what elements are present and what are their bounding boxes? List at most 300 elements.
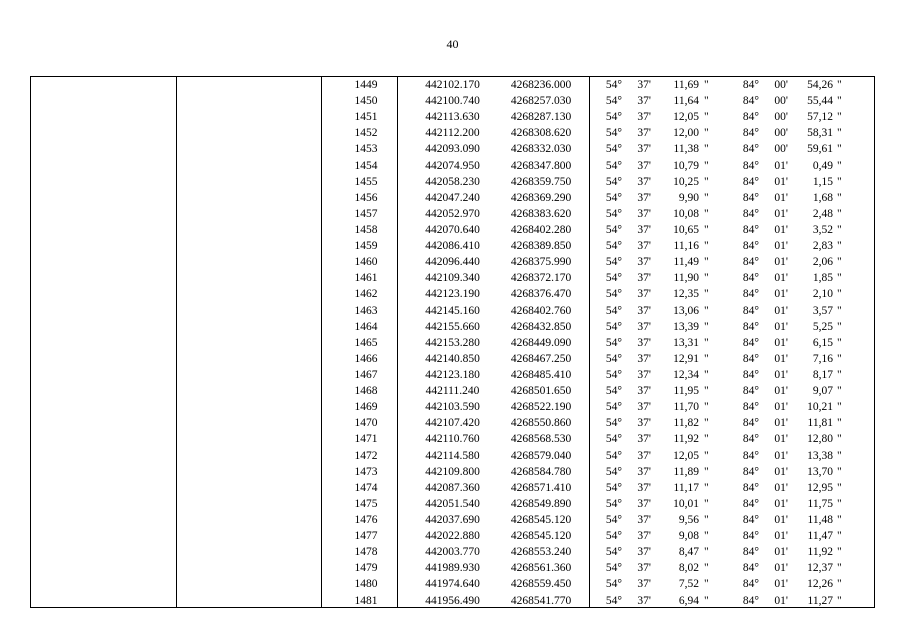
latitude-minutes-cell: 37' (637, 111, 651, 124)
longitude-degrees-cell: 84° (742, 159, 759, 172)
latitude-seconds-mark: " (704, 497, 709, 510)
y-coordinate-cell: 4268402.760 (510, 304, 572, 317)
latitude-seconds-cell: 9,90 (678, 191, 699, 204)
longitude-seconds-mark: " (837, 304, 842, 317)
table-row (31, 319, 874, 335)
latitude-seconds-mark: " (704, 240, 709, 253)
y-coordinate-cell: 4268383.620 (510, 207, 572, 220)
longitude-minutes-cell: 01' (774, 465, 788, 478)
latitude-seconds-cell: 8,02 (678, 562, 699, 575)
longitude-seconds-mark: " (837, 143, 842, 156)
longitude-seconds-cell: 54,26 (807, 79, 833, 91)
longitude-seconds-cell: 55,44 (807, 95, 833, 108)
x-coordinate-cell: 442140.850 (425, 352, 480, 365)
table-row (31, 351, 874, 367)
latitude-seconds-cell: 10,25 (673, 175, 699, 188)
y-coordinate-cell: 4268550.860 (510, 417, 572, 430)
latitude-seconds-mark: " (704, 433, 709, 446)
point-number-cell: 1477 (354, 530, 378, 543)
point-number-cell: 1453 (354, 143, 378, 156)
x-coordinate-cell: 442074.950 (425, 159, 480, 172)
latitude-seconds-mark: " (704, 223, 709, 236)
longitude-degrees-cell: 84° (742, 385, 759, 398)
longitude-seconds-cell: 1,68 (812, 191, 833, 204)
longitude-degrees-cell: 84° (742, 578, 759, 591)
point-number-cell: 1454 (354, 159, 378, 172)
longitude-minutes-cell: 01' (774, 449, 788, 462)
longitude-degrees-cell: 84° (742, 207, 759, 220)
latitude-seconds-cell: 7,52 (678, 578, 699, 591)
latitude-seconds-cell: 10,79 (673, 159, 699, 172)
longitude-degrees-cell: 84° (742, 127, 759, 140)
y-coordinate-cell: 4268449.090 (510, 336, 572, 349)
latitude-minutes-cell: 37' (637, 223, 651, 236)
latitude-degrees-cell: 54° (605, 191, 622, 204)
longitude-seconds-mark: " (837, 417, 842, 430)
longitude-seconds-mark: " (837, 433, 842, 446)
x-coordinate-cell: 442109.340 (425, 272, 480, 285)
longitude-seconds-mark: " (837, 352, 842, 365)
latitude-seconds-cell: 11,92 (673, 433, 699, 446)
table-row (31, 222, 874, 238)
table-row (31, 286, 874, 302)
table-row (31, 544, 874, 560)
longitude-minutes-cell: 01' (774, 304, 788, 317)
latitude-degrees-cell: 54° (605, 159, 622, 172)
y-coordinate-cell: 4268375.990 (510, 256, 572, 269)
longitude-seconds-cell: 6,15 (812, 336, 833, 349)
latitude-seconds-cell: 10,65 (673, 223, 699, 236)
longitude-minutes-cell: 00' (774, 143, 788, 156)
longitude-degrees-cell: 84° (742, 594, 759, 607)
longitude-minutes-cell: 01' (774, 272, 788, 285)
point-number-cell: 1479 (354, 562, 378, 575)
latitude-seconds-cell: 11,82 (673, 417, 699, 430)
latitude-minutes-cell: 37' (637, 143, 651, 156)
point-number-cell: 1456 (354, 191, 378, 204)
longitude-seconds-cell: 2,06 (812, 256, 833, 269)
table-row (31, 270, 874, 286)
longitude-degrees-cell: 84° (742, 191, 759, 204)
longitude-seconds-cell: 5,25 (812, 320, 833, 333)
longitude-seconds-cell: 59,61 (807, 143, 833, 156)
longitude-seconds-cell: 7,16 (812, 352, 833, 365)
longitude-seconds-mark: " (837, 594, 842, 607)
table-row (31, 431, 874, 447)
point-number-cell: 1457 (354, 207, 378, 220)
longitude-seconds-cell: 8,17 (812, 368, 833, 381)
latitude-degrees-cell: 54° (605, 368, 622, 381)
latitude-seconds-cell: 11,38 (673, 143, 699, 156)
y-coordinate-cell: 4268308.620 (510, 127, 572, 140)
longitude-degrees-cell: 84° (742, 143, 759, 156)
longitude-minutes-cell: 01' (774, 546, 788, 559)
latitude-minutes-cell: 37' (637, 288, 651, 301)
latitude-degrees-cell: 54° (605, 207, 622, 220)
latitude-seconds-mark: " (704, 79, 709, 91)
latitude-degrees-cell: 54° (605, 288, 622, 301)
latitude-minutes-cell: 37' (637, 433, 651, 446)
longitude-seconds-mark: " (837, 191, 842, 204)
latitude-degrees-cell: 54° (605, 240, 622, 253)
coordinates-table (30, 76, 875, 608)
latitude-seconds-cell: 13,39 (673, 320, 699, 333)
longitude-seconds-cell: 2,48 (812, 207, 833, 220)
latitude-minutes-cell: 37' (637, 465, 651, 478)
longitude-degrees-cell: 84° (742, 175, 759, 188)
longitude-degrees-cell: 84° (742, 401, 759, 414)
longitude-seconds-mark: " (837, 79, 842, 91)
y-coordinate-cell: 4268553.240 (510, 546, 572, 559)
latitude-minutes-cell: 37' (637, 368, 651, 381)
latitude-seconds-cell: 6,94 (678, 594, 699, 607)
x-coordinate-cell: 442111.240 (425, 385, 480, 398)
longitude-minutes-cell: 01' (774, 175, 788, 188)
point-number-cell: 1451 (354, 111, 378, 124)
longitude-seconds-mark: " (837, 449, 842, 462)
x-coordinate-cell: 442109.800 (425, 465, 480, 478)
longitude-seconds-mark: " (837, 401, 842, 414)
x-coordinate-cell: 442096.440 (425, 256, 480, 269)
y-coordinate-cell: 4268501.650 (510, 385, 572, 398)
table-body (31, 77, 874, 609)
latitude-minutes-cell: 37' (637, 320, 651, 333)
table-row (31, 238, 874, 254)
y-coordinate-cell: 4268467.250 (510, 352, 572, 365)
table-row (31, 77, 874, 93)
latitude-seconds-mark: " (704, 417, 709, 430)
longitude-minutes-cell: 01' (774, 578, 788, 591)
longitude-minutes-cell: 01' (774, 562, 788, 575)
point-number-cell: 1468 (354, 385, 378, 398)
point-number-cell: 1458 (354, 223, 378, 236)
latitude-seconds-cell: 11,90 (673, 272, 699, 285)
longitude-minutes-cell: 01' (774, 336, 788, 349)
latitude-seconds-cell: 11,69 (673, 79, 699, 91)
longitude-seconds-cell: 10,21 (807, 401, 833, 414)
latitude-degrees-cell: 54° (605, 175, 622, 188)
latitude-seconds-mark: " (704, 385, 709, 398)
longitude-minutes-cell: 00' (774, 127, 788, 140)
point-number-cell: 1472 (354, 449, 378, 462)
point-number-cell: 1460 (354, 256, 378, 269)
table-row (31, 174, 874, 190)
latitude-degrees-cell: 54° (605, 111, 622, 124)
x-coordinate-cell: 442113.630 (425, 111, 480, 124)
longitude-degrees-cell: 84° (742, 256, 759, 269)
latitude-minutes-cell: 37' (637, 191, 651, 204)
latitude-seconds-cell: 12,00 (673, 127, 699, 140)
x-coordinate-cell: 442022.880 (425, 530, 480, 543)
latitude-degrees-cell: 54° (605, 481, 622, 494)
page-number: 40 (446, 37, 459, 51)
longitude-minutes-cell: 01' (774, 352, 788, 365)
y-coordinate-cell: 4268287.130 (510, 111, 572, 124)
y-coordinate-cell: 4268545.120 (510, 530, 572, 543)
longitude-seconds-mark: " (837, 207, 842, 220)
latitude-seconds-cell: 12,05 (673, 111, 699, 124)
longitude-minutes-cell: 00' (774, 95, 788, 108)
x-coordinate-cell: 442153.280 (425, 336, 480, 349)
latitude-minutes-cell: 37' (637, 207, 651, 220)
point-number-cell: 1473 (354, 465, 378, 478)
latitude-seconds-mark: " (704, 256, 709, 269)
y-coordinate-cell: 4268579.040 (510, 449, 572, 462)
table-row (31, 448, 874, 464)
longitude-seconds-cell: 58,31 (807, 127, 833, 140)
longitude-seconds-mark: " (837, 95, 842, 108)
table-row (31, 93, 874, 109)
longitude-seconds-mark: " (837, 127, 842, 140)
latitude-seconds-mark: " (704, 481, 709, 494)
x-coordinate-cell: 442051.540 (425, 497, 480, 510)
longitude-minutes-cell: 00' (774, 111, 788, 124)
latitude-seconds-mark: " (704, 95, 709, 108)
longitude-seconds-mark: " (837, 578, 842, 591)
latitude-minutes-cell: 37' (637, 79, 651, 91)
x-coordinate-cell: 442037.690 (425, 513, 480, 526)
x-coordinate-cell: 442123.190 (425, 288, 480, 301)
latitude-degrees-cell: 54° (605, 385, 622, 398)
x-coordinate-cell: 442114.580 (425, 449, 480, 462)
x-coordinate-cell: 442100.740 (425, 95, 480, 108)
longitude-degrees-cell: 84° (742, 481, 759, 494)
y-coordinate-cell: 4268257.030 (510, 95, 572, 108)
latitude-seconds-mark: " (704, 594, 709, 607)
table-row (31, 576, 874, 592)
longitude-minutes-cell: 01' (774, 401, 788, 414)
x-coordinate-cell: 442047.240 (425, 191, 480, 204)
longitude-degrees-cell: 84° (742, 352, 759, 365)
table-row (31, 367, 874, 383)
longitude-seconds-mark: " (837, 111, 842, 124)
table-row (31, 415, 874, 431)
latitude-seconds-cell: 11,70 (673, 401, 699, 414)
longitude-seconds-mark: " (837, 336, 842, 349)
longitude-seconds-mark: " (837, 562, 842, 575)
latitude-minutes-cell: 37' (637, 449, 651, 462)
latitude-minutes-cell: 37' (637, 497, 651, 510)
point-number-cell: 1467 (354, 368, 378, 381)
longitude-minutes-cell: 01' (774, 594, 788, 607)
longitude-minutes-cell: 01' (774, 417, 788, 430)
longitude-seconds-mark: " (837, 320, 842, 333)
longitude-seconds-mark: " (837, 465, 842, 478)
point-number-cell: 1455 (354, 175, 378, 188)
latitude-minutes-cell: 37' (637, 95, 651, 108)
latitude-minutes-cell: 37' (637, 481, 651, 494)
point-number-cell: 1466 (354, 352, 378, 365)
latitude-seconds-mark: " (704, 288, 709, 301)
longitude-seconds-cell: 12,37 (807, 562, 833, 575)
longitude-seconds-mark: " (837, 368, 842, 381)
latitude-degrees-cell: 54° (605, 433, 622, 446)
x-coordinate-cell: 442107.420 (425, 417, 480, 430)
latitude-seconds-mark: " (704, 336, 709, 349)
longitude-seconds-mark: " (837, 288, 842, 301)
longitude-minutes-cell: 00' (774, 79, 788, 91)
longitude-seconds-cell: 57,12 (807, 111, 833, 124)
y-coordinate-cell: 4268376.470 (510, 288, 572, 301)
x-coordinate-cell: 441974.640 (425, 578, 480, 591)
latitude-seconds-cell: 11,49 (673, 256, 699, 269)
longitude-minutes-cell: 01' (774, 159, 788, 172)
y-coordinate-cell: 4268389.850 (510, 240, 572, 253)
y-coordinate-cell: 4268485.410 (510, 368, 572, 381)
table-row (31, 480, 874, 496)
table-row (31, 512, 874, 528)
x-coordinate-cell: 442145.160 (425, 304, 480, 317)
latitude-seconds-mark: " (704, 143, 709, 156)
latitude-minutes-cell: 37' (637, 546, 651, 559)
longitude-minutes-cell: 01' (774, 385, 788, 398)
latitude-seconds-mark: " (704, 159, 709, 172)
y-coordinate-cell: 4268236.000 (510, 79, 572, 91)
latitude-minutes-cell: 37' (637, 175, 651, 188)
latitude-minutes-cell: 37' (637, 127, 651, 140)
latitude-degrees-cell: 54° (605, 95, 622, 108)
latitude-seconds-cell: 8,47 (678, 546, 699, 559)
longitude-minutes-cell: 01' (774, 256, 788, 269)
longitude-degrees-cell: 84° (742, 465, 759, 478)
latitude-degrees-cell: 54° (605, 352, 622, 365)
longitude-seconds-cell: 1,85 (812, 272, 833, 285)
longitude-seconds-cell: 11,92 (807, 546, 833, 559)
latitude-seconds-mark: " (704, 465, 709, 478)
table-row (31, 399, 874, 415)
longitude-degrees-cell: 84° (742, 562, 759, 575)
point-number-cell: 1471 (354, 433, 378, 446)
latitude-seconds-cell: 12,05 (673, 449, 699, 462)
longitude-seconds-cell: 2,83 (812, 240, 833, 253)
y-coordinate-cell: 4268372.170 (510, 272, 572, 285)
y-coordinate-cell: 4268571.410 (510, 481, 572, 494)
y-coordinate-cell: 4268561.360 (510, 562, 572, 575)
table-row (31, 206, 874, 222)
latitude-minutes-cell: 37' (637, 256, 651, 269)
longitude-minutes-cell: 01' (774, 368, 788, 381)
longitude-degrees-cell: 84° (742, 79, 759, 91)
latitude-degrees-cell: 54° (605, 465, 622, 478)
longitude-degrees-cell: 84° (742, 336, 759, 349)
x-coordinate-cell: 442070.640 (425, 223, 480, 236)
longitude-minutes-cell: 01' (774, 207, 788, 220)
latitude-seconds-cell: 11,16 (673, 240, 699, 253)
longitude-minutes-cell: 01' (774, 433, 788, 446)
longitude-minutes-cell: 01' (774, 320, 788, 333)
latitude-degrees-cell: 54° (605, 562, 622, 575)
table-row (31, 560, 874, 576)
table-row (31, 109, 874, 125)
latitude-seconds-cell: 12,34 (673, 368, 699, 381)
point-number-cell: 1469 (354, 401, 378, 414)
point-number-cell: 1461 (354, 272, 378, 285)
point-number-cell: 1463 (354, 304, 378, 317)
x-coordinate-cell: 441989.930 (425, 562, 480, 575)
latitude-degrees-cell: 54° (605, 320, 622, 333)
latitude-degrees-cell: 54° (605, 336, 622, 349)
latitude-seconds-cell: 11,89 (673, 465, 699, 478)
longitude-seconds-cell: 12,80 (807, 433, 833, 446)
longitude-degrees-cell: 84° (742, 513, 759, 526)
y-coordinate-cell: 4268584.780 (510, 465, 572, 478)
x-coordinate-cell: 442086.410 (425, 240, 480, 253)
x-coordinate-cell: 442112.200 (425, 127, 480, 140)
x-coordinate-cell: 442155.660 (425, 320, 480, 333)
longitude-minutes-cell: 01' (774, 481, 788, 494)
latitude-minutes-cell: 37' (637, 562, 651, 575)
latitude-seconds-mark: " (704, 207, 709, 220)
table-row (31, 528, 874, 544)
latitude-minutes-cell: 37' (637, 159, 651, 172)
longitude-degrees-cell: 84° (742, 530, 759, 543)
latitude-seconds-mark: " (704, 175, 709, 188)
x-coordinate-cell: 442102.170 (425, 79, 480, 91)
y-coordinate-cell: 4268432.850 (510, 320, 572, 333)
latitude-seconds-cell: 13,06 (673, 304, 699, 317)
y-coordinate-cell: 4268541.770 (510, 594, 572, 607)
latitude-seconds-mark: " (704, 546, 709, 559)
point-number-cell: 1459 (354, 240, 378, 253)
latitude-seconds-mark: " (704, 562, 709, 575)
y-coordinate-cell: 4268332.030 (510, 143, 572, 156)
table-row (31, 303, 874, 319)
x-coordinate-cell: 442093.090 (425, 143, 480, 156)
longitude-seconds-mark: " (837, 530, 842, 543)
y-coordinate-cell: 4268522.190 (510, 401, 572, 414)
latitude-minutes-cell: 37' (637, 336, 651, 349)
y-coordinate-cell: 4268568.530 (510, 433, 572, 446)
longitude-degrees-cell: 84° (742, 449, 759, 462)
latitude-seconds-mark: " (704, 320, 709, 333)
longitude-seconds-cell: 0,49 (812, 159, 833, 172)
longitude-degrees-cell: 84° (742, 240, 759, 253)
latitude-degrees-cell: 54° (605, 594, 622, 607)
longitude-seconds-mark: " (837, 256, 842, 269)
longitude-minutes-cell: 01' (774, 288, 788, 301)
longitude-degrees-cell: 84° (742, 320, 759, 333)
latitude-minutes-cell: 37' (637, 417, 651, 430)
latitude-minutes-cell: 37' (637, 352, 651, 365)
point-number-cell: 1450 (354, 95, 378, 108)
latitude-minutes-cell: 37' (637, 385, 651, 398)
latitude-seconds-mark: " (704, 401, 709, 414)
latitude-seconds-mark: " (704, 352, 709, 365)
longitude-seconds-cell: 12,95 (807, 481, 833, 494)
longitude-seconds-mark: " (837, 481, 842, 494)
point-number-cell: 1462 (354, 288, 378, 301)
point-number-cell: 1470 (354, 417, 378, 430)
point-number-cell: 1464 (354, 320, 378, 333)
table-row (31, 125, 874, 141)
latitude-seconds-mark: " (704, 304, 709, 317)
latitude-seconds-cell: 9,08 (678, 530, 699, 543)
longitude-seconds-cell: 12,26 (807, 578, 833, 591)
latitude-degrees-cell: 54° (605, 223, 622, 236)
latitude-minutes-cell: 37' (637, 530, 651, 543)
y-coordinate-cell: 4268359.750 (510, 175, 572, 188)
point-number-cell: 1449 (354, 79, 378, 91)
longitude-seconds-mark: " (837, 546, 842, 559)
longitude-seconds-mark: " (837, 175, 842, 188)
x-coordinate-cell: 442003.770 (425, 546, 480, 559)
longitude-degrees-cell: 84° (742, 223, 759, 236)
latitude-minutes-cell: 37' (637, 401, 651, 414)
longitude-seconds-cell: 11,48 (807, 513, 833, 526)
longitude-seconds-mark: " (837, 240, 842, 253)
x-coordinate-cell: 442052.970 (425, 207, 480, 220)
point-number-cell: 1480 (354, 578, 378, 591)
